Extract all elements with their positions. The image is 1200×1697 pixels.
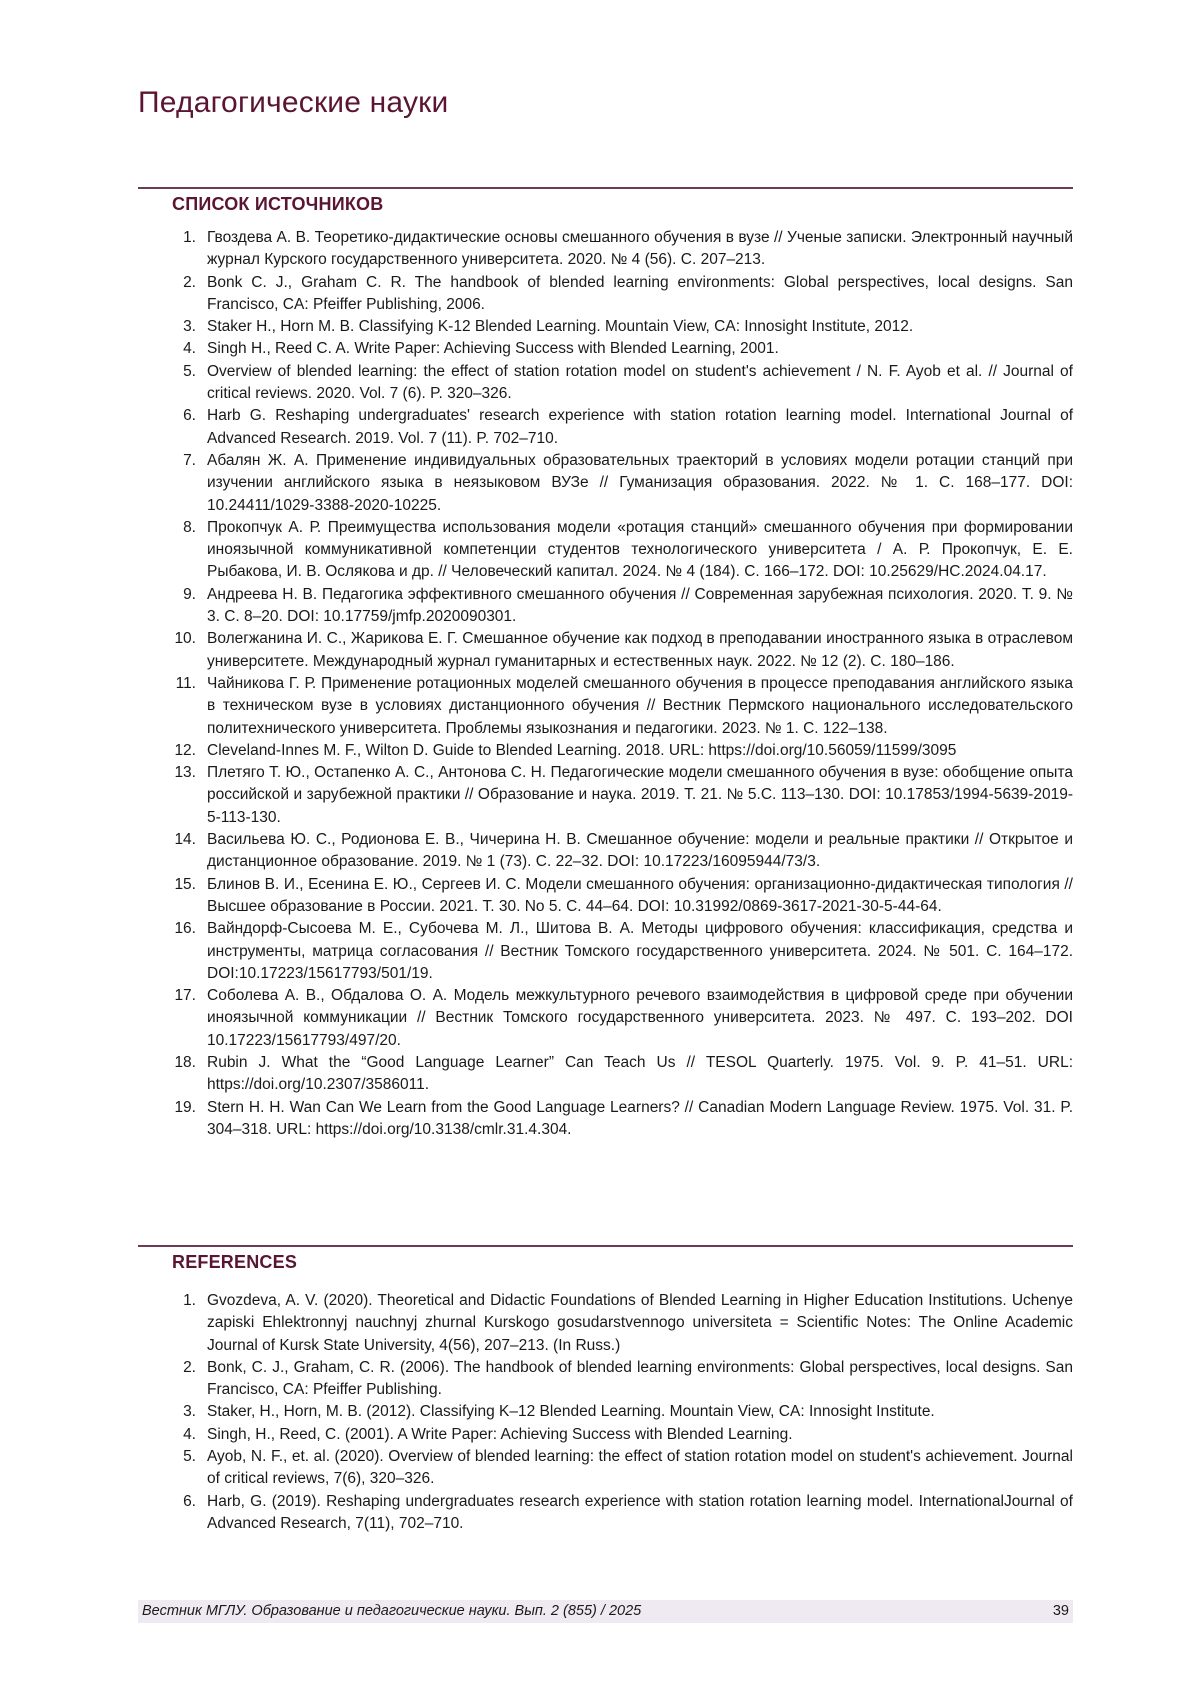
references-list — [138, 1290, 1073, 1535]
reference-text: Staker H., Horn M. B. Classifying K-12 Blended Learning. Mountain View, CA: Innosight Institute, 2012. — [207, 318, 914, 336]
footer-journal-title: Вестник МГЛУ. Образование и педагогические науки. Вып. 2 (855) / 2025 — [142, 1603, 642, 1619]
reference-number: 3. — [183, 1403, 196, 1421]
reference-number: 16. — [174, 920, 196, 938]
reference-number: 4. — [183, 1425, 196, 1443]
reference-text: Васильева Ю. С., Родионова Е. В., Чичерина Н. В. Смешанное обучение: модели и реальные практики // Открытое и дистанционное образование. 2019. № 1 (73). С. 22–32. DOI: 10.17223/16095944/73/3. — [207, 831, 1073, 871]
sources-heading: СПИСОК ИСТОЧНИКОВ — [172, 194, 384, 214]
reference-item — [138, 450, 1073, 517]
reference-number: 17. — [174, 987, 196, 1005]
reference-text: Блинов В. И., Есенина Е. Ю., Сергеев И. С. Модели смешанного обучения: организационно-дидактическая типология // Высшее образование в России. 2021. Т. 30. No 5. С. 44–64. DOI: 10.31992/0869-3617-2021-30-5-44-64. — [207, 875, 1073, 915]
reference-text: Harb G. Reshaping undergraduates' research experience with station rotation learning model. International Journal of Advanced Research. 2019. Vol. 7 (11). P. 702–710. — [207, 407, 1073, 447]
reference-number: 1. — [183, 229, 196, 246]
reference-number: 10. — [174, 630, 196, 648]
reference-item — [138, 673, 1073, 740]
reference-number: 6. — [183, 407, 196, 425]
reference-item — [138, 1052, 1073, 1097]
reference-item — [138, 628, 1073, 673]
reference-text: Staker, H., Horn, M. B. (2012). Classifying K–12 Blended Learning. Mountain View, CA: Innosight Institute. — [207, 1403, 935, 1421]
reference-number: 18. — [174, 1053, 196, 1071]
reference-item — [138, 1357, 1073, 1402]
reference-item — [138, 405, 1073, 450]
reference-text: Вайндорф-Сысоева М. Е., Субочева М. Л., Шитова В. А. Методы цифрового обучения: классификация, средства и инструменты, матрица согласования // Вестник Томского государственного университета. 2024. № 501. С. 164–172. DOI:10.17223/15617793/501/19. — [207, 920, 1073, 982]
reference-text: Harb, G. (2019). Reshaping undergraduates research experience with station rotation learning model. InternationalJournal of Advanced Research, 7(11), 702–710. — [207, 1492, 1073, 1532]
reference-item — [138, 874, 1073, 919]
section-divider — [138, 187, 1073, 189]
reference-item — [138, 1424, 1073, 1446]
page-number: 39 — [1052, 1603, 1069, 1619]
reference-text: Гвоздева А. В. Теоретико-дидактические основы смешанного обучения в вузе // Ученые записки. Электронный научный журнал Курского государственного университета. 2020. № 4 (56). С. 207–213. — [207, 229, 1073, 269]
reference-item — [138, 1290, 1073, 1357]
reference-item — [138, 272, 1073, 317]
reference-text: Rubin J. What the “Good Language Learner” Can Teach Us // TESOL Quarterly. 1975. Vol. 9. P. 41–51. URL: https://doi.org/10.2307/3586011. — [207, 1053, 1073, 1094]
reference-item — [138, 985, 1073, 1052]
reference-item — [138, 762, 1073, 829]
reference-number: 14. — [174, 831, 196, 849]
reference-number: 19. — [174, 1098, 196, 1116]
reference-item — [138, 829, 1073, 874]
reference-text: Singh H., Reed C. A. Write Paper: Achieving Success with Blended Learning, 2001. — [207, 340, 779, 358]
reference-text: Bonk C. J., Graham C. R. The handbook of blended learning environments: Global perspectives, local designs. San Francisco, CA: Pfeiffer Publishing, 2006. — [207, 273, 1073, 313]
references-heading: REFERENCES — [172, 1252, 298, 1272]
reference-number: 2. — [183, 273, 196, 291]
reference-item — [138, 1097, 1073, 1142]
reference-number: 15. — [174, 875, 196, 893]
reference-number: 2. — [183, 1358, 196, 1376]
reference-number: 4. — [183, 340, 196, 358]
reference-number: 6. — [183, 1492, 196, 1510]
reference-item — [138, 338, 1073, 360]
reference-text: Соболева А. В., Обдалова О. А. Модель межкультурного речевого взаимодействия в цифровой среде при обучении иноязычной коммуникации // Вестник Томского государственного университета. 2023. № 497. С. 193–202. DOI 10.17223/15617793/497/20. — [207, 987, 1073, 1049]
page-header-title: Педагогические науки — [138, 86, 449, 119]
reference-item — [138, 740, 1073, 762]
reference-text: Overview of blended learning: the effect of station rotation model on student's achievement / N. F. Ayob et al. // Journal of critical reviews. 2020. Vol. 7 (6). P. 320–326. — [207, 362, 1073, 403]
reference-text: Cleveland-Innes M. F., Wilton D. Guide to Blended Learning. 2018. URL: https://doi.org/10.56059/11599/3095 — [207, 741, 957, 759]
section-divider — [138, 1245, 1073, 1247]
reference-number: 3. — [183, 318, 196, 336]
reference-number: 1. — [183, 1292, 196, 1309]
page-footer — [138, 1600, 1073, 1623]
reference-number: 13. — [174, 764, 196, 782]
reference-text: Абалян Ж. А. Применение индивидуальных образовательных траекторий в условиях модели ротации станций при изучении английского языка в неязыковом ВУЗе // Гуманизация образования. 2022. № 1. С. 168–177. DOI: 10.24411/1029-3388-2020-10225. — [207, 451, 1073, 514]
reference-text: Gvozdeva, A. V. (2020). Theoretical and Didactic Foundations of Blended Learning in Higher Education Institutions. Uchenye zapiski Ehlektronnyj nauchnyj zhurnal Kurskogo gosudarstvennogo universiteta = Scientific Notes: The Online Academic Journal of Kursk State University, 4(56), 207–213. (In Russ.) — [207, 1292, 1073, 1354]
reference-number: 7. — [183, 451, 196, 469]
reference-item — [138, 316, 1073, 338]
reference-item — [138, 1491, 1073, 1536]
reference-item — [138, 584, 1073, 629]
reference-number: 11. — [175, 674, 196, 692]
reference-number: 5. — [183, 362, 196, 380]
sources-list — [138, 227, 1073, 1141]
reference-text: Прокопчук А. Р. Преимущества использования модели «ротация станций» смешанного обучения при формировании иноязычной коммуникативной компетенции студентов технологического университета / А. Р. Прокопчук, Е. Е. Рыбакова, И. В. Ослякова и др. // Человеческий капитал. 2024. № 4 (184). С. 166–172. DOI: 10.25629/HC.2024.04.17. — [207, 518, 1073, 581]
reference-number: 12. — [174, 741, 196, 759]
reference-item — [138, 361, 1073, 406]
reference-text: Bonk, C. J., Graham, C. R. (2006). The handbook of blended learning environments: Global perspectives, local designs. San Francisco, CA: Pfeiffer Publishing. — [207, 1358, 1073, 1399]
reference-item — [138, 1401, 1073, 1423]
reference-text: Андреева Н. В. Педагогика эффективного смешанного обучения // Современная зарубежная психология. 2020. Т. 9. № 3. С. 8–20. DOI: 10.17759/jmfp.2020090301. — [207, 585, 1073, 626]
reference-text: Чайникова Г. Р. Применение ротационных моделей смешанного обучения в процессе преподавания английского языка в техническом вузе в условиях дистанционного обучения // Вестник Пермского национального исследовательского политехнического университета. Проблемы языкознания и педагогики. 2023. № 1. С. 122–138. — [207, 674, 1073, 737]
reference-item — [138, 918, 1073, 985]
reference-text: Волегжанина И. С., Жарикова Е. Г. Смешанное обучение как подход в преподавании иностранного языка в отраслевом университете. Международный журнал гуманитарных и естественных наук. 2022. № 12 (2). С. 180–186. — [207, 630, 1073, 670]
reference-number: 5. — [183, 1448, 196, 1466]
reference-text: Ayob, N. F., et. al. (2020). Overview of blended learning: the effect of station rotation model on student's achievement. Journal of critical reviews, 7(6), 320–326. — [207, 1448, 1073, 1488]
reference-item — [138, 1446, 1073, 1491]
reference-item — [138, 517, 1073, 584]
reference-number: 9. — [183, 585, 196, 603]
reference-text: Плетяго Т. Ю., Остапенко А. С., Антонова С. Н. Педагогические модели смешанного обучения в вузе: обобщение опыта российской и зарубежной практики // Образование и наука. 2019. Т. 21. № 5.С. 113–130. DOI: 10.17853/1994-5639-2019-5-113-130. — [207, 764, 1073, 826]
reference-number: 8. — [183, 518, 196, 536]
reference-text: Singh, H., Reed, C. (2001). A Write Paper: Achieving Success with Blended Learning. — [207, 1425, 793, 1443]
reference-text: Stern H. H. Wan Can We Learn from the Good Language Learners? // Canadian Modern Language Review. 1975. Vol. 31. P. 304–318. URL: https://doi.org/10.3138/cmlr.31.4.304. — [207, 1098, 1073, 1138]
reference-item — [138, 227, 1073, 272]
